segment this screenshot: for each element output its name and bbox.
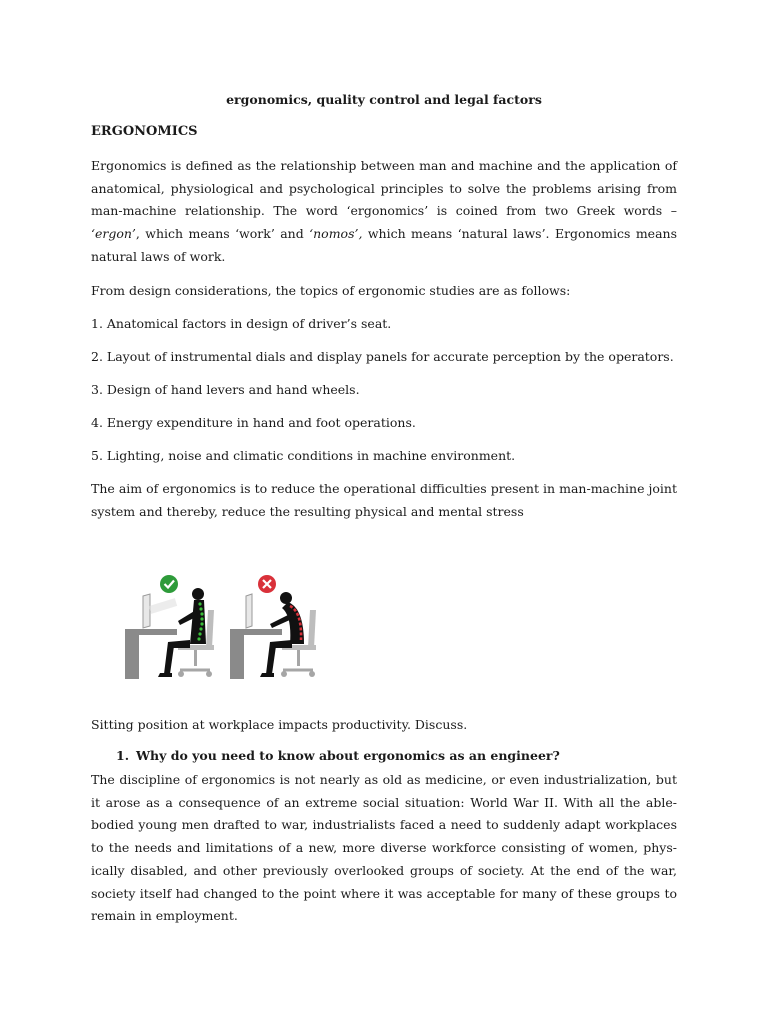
topics-intro: From design considerations, the topics of ergonomic studies are as follows: (91, 283, 571, 298)
section-heading: ERGONOMICS (91, 124, 198, 139)
incorrect-posture-figure (230, 575, 316, 679)
question-text: Why do you need to know about ergonomics as an engineer? (136, 748, 560, 763)
sitting-posture-illustration (120, 566, 330, 690)
topic-item: 5. Lighting, noise and climatic conditions in machine environment. (91, 448, 516, 463)
topic-item: 1. Anatomical factors in design of driver’s seat. (91, 316, 392, 331)
answer-paragraph: The discipline of ergonomics is not nearly as old as medicine, or even industrialization, but it arose as a consequence of an extreme social situation: World War II. With all the able- bodied young men drafted to war, industrialists faced a need to suddenly adapt workplaces to the needs and limitations of a new, more diverse workforce consisting of women, phys-ically disabled, and other previously overlooked groups of society. At the end of the war, society itself had changed to the point where it was acceptable for many of these groups to remain in employment. (91, 772, 677, 924)
aim-paragraph: The aim of ergonomics is to reduce the operational difficulties present in man-machine joint system and thereby, reduce the resulting physical and mental stress (91, 481, 677, 519)
intro-text-2: , which means ‘work’ and (135, 226, 310, 242)
document-title: ergonomics, quality control and legal factors (226, 92, 542, 107)
intro-text-3: which means ‘natural laws’. Ergonomics means natural laws of work. (91, 226, 677, 264)
topic-item: 2. Layout of instrumental dials and display panels for accurate perception by the operators. (91, 349, 674, 364)
question-heading (116, 748, 560, 763)
check-icon (160, 575, 178, 593)
nomos-term: ‘nomos’, (309, 226, 363, 242)
intro-paragraph (91, 155, 677, 269)
intro-text-1: Ergonomics is defined as the relationship between man and machine and the application of anatomical, physiological and psychological principles to solve the problems arising from man-machine relationship. The word ‘ergonomics’ is coined from two Greek words – (91, 158, 677, 219)
question-number: 1. (116, 748, 130, 763)
figure-caption: Sitting position at workplace impacts productivity. Discuss. (91, 717, 468, 732)
topic-item: 4. Energy expenditure in hand and foot operations. (91, 415, 416, 430)
correct-posture-figure (125, 575, 214, 679)
topic-item: 3. Design of hand levers and hand wheels. (91, 382, 360, 397)
ergon-term: ‘ergon’ (91, 226, 136, 242)
